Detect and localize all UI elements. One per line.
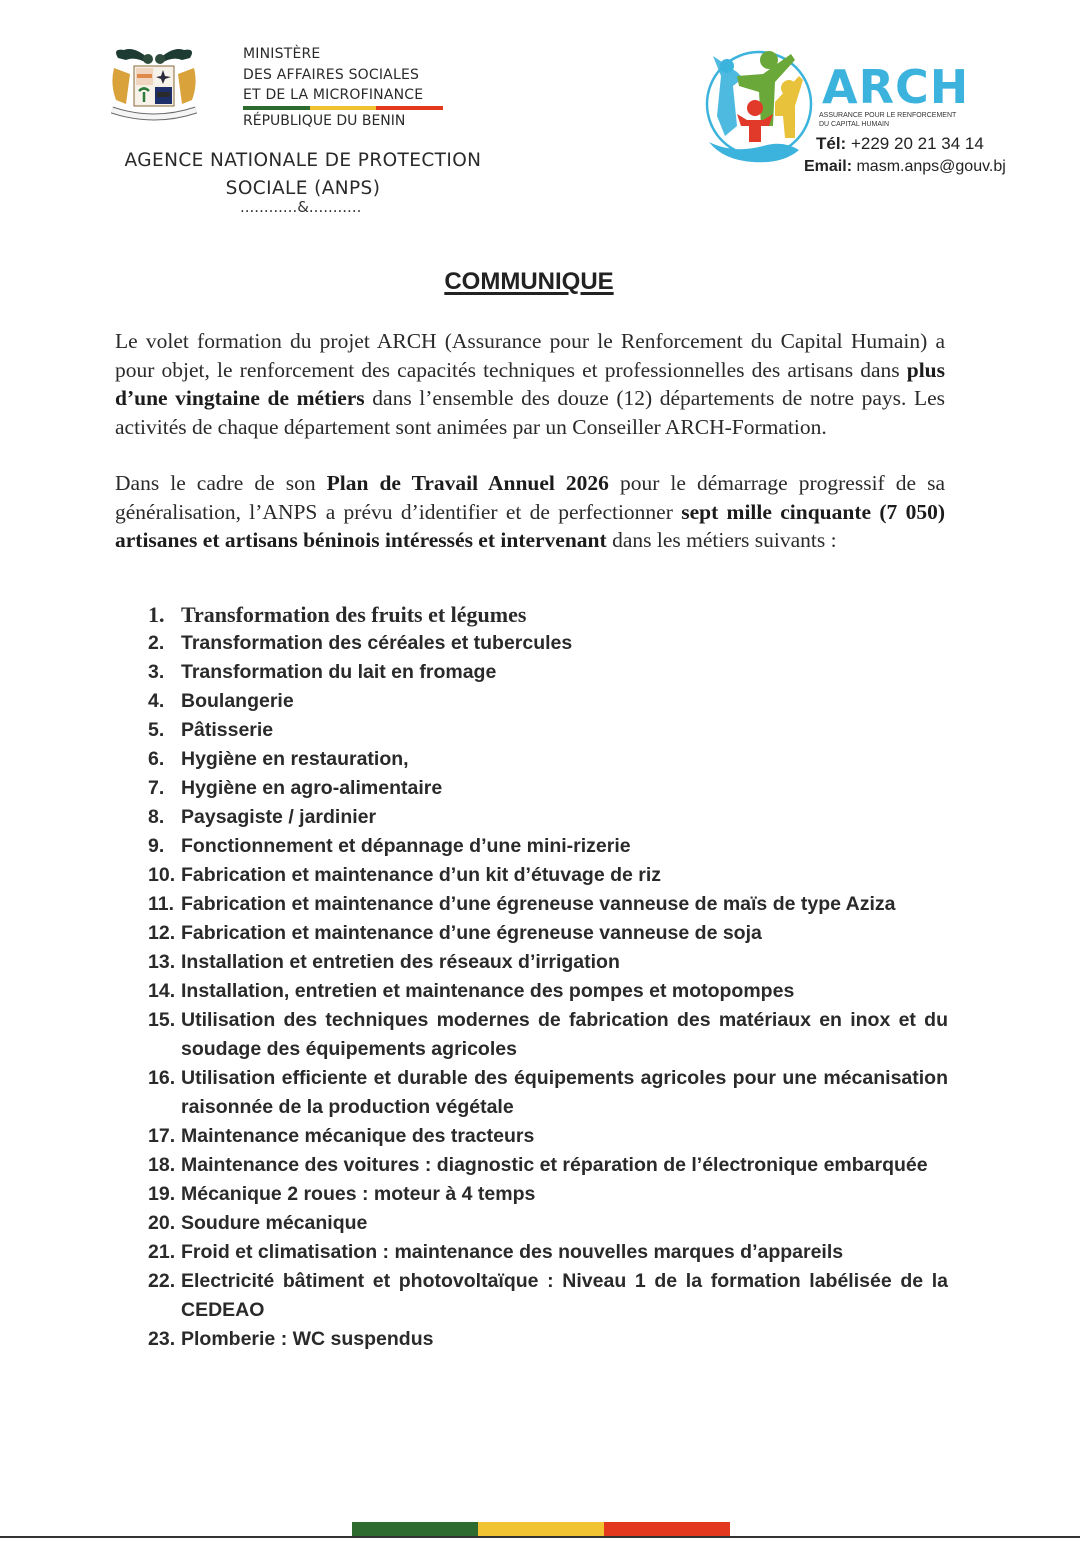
list-item: [148, 1209, 948, 1238]
list-item-number: 1.: [148, 602, 165, 627]
arch-logo-icon: [703, 46, 815, 166]
list-item: [148, 948, 948, 977]
phone-label: Tél:: [816, 134, 847, 153]
list-item: [148, 1267, 948, 1325]
trades-list: [148, 600, 948, 1354]
ministry-line-3: ET DE LA MICROFINANCE: [243, 87, 424, 103]
footer-flag-red: [604, 1522, 730, 1536]
list-item-number: 13.: [148, 951, 176, 973]
list-item-number: 15.: [148, 1009, 176, 1031]
list-item-label: Boulangerie: [181, 690, 294, 712]
list-item-number: 20.: [148, 1212, 176, 1234]
plan-paragraph: [115, 469, 945, 555]
republic-name: RÉPUBLIQUE DU BENIN: [243, 113, 406, 129]
document-title: COMMUNIQUE: [444, 268, 614, 295]
list-item-label: Maintenance des voitures : diagnostic et réparation de l’électronique embarquée: [181, 1154, 928, 1176]
list-item: [148, 658, 948, 687]
list-item-number: 8.: [148, 806, 165, 828]
list-item-label: Fabrication et maintenance d’un kit d’étuvage de riz: [181, 864, 662, 886]
plan-text-2: pour le démarrage progressif de sa généralisation, l’ANPS a prévu d’identifier et de perfectionner: [115, 471, 945, 524]
list-item-number: 11.: [148, 893, 175, 915]
agency-line-2: SOCIALE (ANPS): [225, 178, 381, 199]
contact-email: [804, 158, 1006, 176]
list-item-number: 9.: [148, 835, 165, 857]
email-label: Email:: [804, 158, 853, 175]
list-item: [148, 1006, 948, 1064]
footer-rule: [0, 1536, 1080, 1538]
list-item-number: 21.: [148, 1241, 176, 1263]
plan-bold-1: Plan de Travail Annuel 2026: [326, 471, 609, 495]
list-item-number: 14.: [148, 980, 176, 1002]
list-item-label: Fonctionnement et dépannage d’une mini-rizerie: [181, 835, 631, 857]
list-item: [148, 977, 948, 1006]
list-item: [148, 803, 948, 832]
list-item-label: Transformation des céréales et tubercules: [181, 632, 573, 654]
list-item-number: 12.: [148, 922, 176, 944]
list-item-number: 5.: [148, 719, 165, 741]
list-item-number: 18.: [148, 1154, 176, 1176]
list-item: [148, 832, 948, 861]
flag-color-bar: [243, 106, 443, 110]
list-item: [148, 919, 948, 948]
list-item: [148, 745, 948, 774]
list-item-label: Hygiène en agro-alimentaire: [181, 777, 443, 799]
plan-text-1: Dans le cadre de son: [115, 471, 327, 495]
footer-flag-bar: [352, 1522, 730, 1536]
benin-coat-of-arms-icon: [108, 44, 200, 126]
footer-flag-yellow: [478, 1522, 604, 1536]
list-item-label: Maintenance mécanique des tracteurs: [181, 1125, 535, 1147]
list-item: [148, 1122, 948, 1151]
list-item: [148, 600, 948, 629]
arch-subtitle-line-1: ASSURANCE POUR LE RENFORCEMENT: [819, 112, 957, 119]
list-item: [148, 716, 948, 745]
list-item-label: Transformation des fruits et légumes: [181, 602, 527, 627]
list-item-number: 4.: [148, 690, 165, 712]
ministry-name: [243, 44, 423, 106]
header-separator: ............&...........: [240, 198, 362, 216]
arch-wordmark: ARCH: [822, 60, 970, 114]
list-item-label: Plomberie : WC suspendus: [181, 1328, 434, 1350]
list-item-label: Pâtisserie: [181, 719, 274, 741]
list-item-label: Soudure mécanique: [181, 1212, 368, 1234]
list-item: [148, 890, 948, 919]
list-item-number: 10.: [148, 864, 176, 886]
list-item-label: Utilisation efficiente et durable des équipements agricoles pour une mécanisation raisonnée de la production végétale: [181, 1067, 948, 1118]
intro-paragraph: [115, 327, 945, 441]
list-item-label: Fabrication et maintenance d’une égreneuse vanneuse de maïs de type Aziza: [181, 893, 896, 915]
arch-subtitle: [819, 111, 956, 129]
list-item-number: 7.: [148, 777, 165, 799]
list-item-label: Utilisation des techniques modernes de fabrication des matériaux en inox et du soudage des équipements agricoles: [181, 1009, 948, 1060]
intro-text-2: dans l’ensemble des douze (12) départements de notre pays. Les activités de chaque département sont animées par un Conseiller ARCH-Formation.: [115, 386, 945, 439]
agency-name: [98, 147, 508, 203]
list-item: [148, 1238, 948, 1267]
arch-subtitle-line-2: DU CAPITAL HUMAIN: [819, 121, 890, 128]
list-item-number: 16.: [148, 1067, 176, 1089]
plan-text-3: dans les métiers suivants :: [606, 528, 837, 552]
list-item-number: 19.: [148, 1183, 176, 1205]
ministry-line-2: DES AFFAIRES SOCIALES: [243, 66, 420, 83]
list-item-number: 22.: [148, 1270, 176, 1292]
phone-value: +229 20 21 34 14: [850, 134, 984, 153]
list-item: [148, 1325, 948, 1354]
list-item: [148, 1180, 948, 1209]
list-item-label: Installation et entretien des réseaux d’irrigation: [181, 951, 620, 973]
list-item-label: Hygiène en restauration,: [181, 748, 409, 770]
contact-phone: [816, 134, 984, 154]
flag-yellow: [310, 106, 377, 110]
list-item-label: Installation, entretien et maintenance des pompes et motopompes: [181, 980, 795, 1002]
list-item: [148, 861, 948, 890]
agency-line-1: AGENCE NATIONALE DE PROTECTION: [124, 150, 482, 171]
list-item-number: 2.: [148, 632, 165, 654]
list-item: [148, 687, 948, 716]
list-item-label: Electricité bâtiment et photovoltaïque : Niveau 1 de la formation labélisée de la CEDEAO: [181, 1270, 948, 1321]
list-item-number: 23.: [148, 1328, 176, 1350]
intro-bold-1: plus d’une vingtaine de métiers: [115, 357, 945, 410]
list-item-number: 6.: [148, 748, 165, 770]
email-value: masm.anps@gouv.bj: [856, 158, 1006, 175]
list-item: [148, 1064, 948, 1122]
intro-text-1: Le volet formation du projet ARCH (Assurance pour le Renforcement du Capital Humain) a pour objet, le renforcement des capacités techniques et professionnelles des artisans dans: [115, 329, 945, 382]
list-item: [148, 629, 948, 658]
list-item-label: Froid et climatisation : maintenance des nouvelles marques d’appareils: [181, 1241, 844, 1263]
list-item-label: Mécanique 2 roues : moteur à 4 temps: [181, 1183, 536, 1205]
flag-red: [376, 106, 443, 110]
list-item: [148, 1151, 948, 1180]
footer-flag-green: [352, 1522, 478, 1536]
plan-bold-2: sept mille cinquante (7 050) artisanes et artisans béninois intéressés et intervenant: [115, 499, 945, 552]
flag-green: [243, 106, 310, 110]
list-item-number: 3.: [148, 661, 165, 683]
ministry-line-1: MINISTÈRE: [243, 46, 321, 62]
list-item-label: Fabrication et maintenance d’une égreneuse vanneuse de soja: [181, 922, 762, 944]
list-item-label: Paysagiste / jardinier: [181, 806, 377, 828]
list-item-number: 17.: [148, 1125, 176, 1147]
list-item-label: Transformation du lait en fromage: [181, 661, 497, 683]
list-item: [148, 774, 948, 803]
